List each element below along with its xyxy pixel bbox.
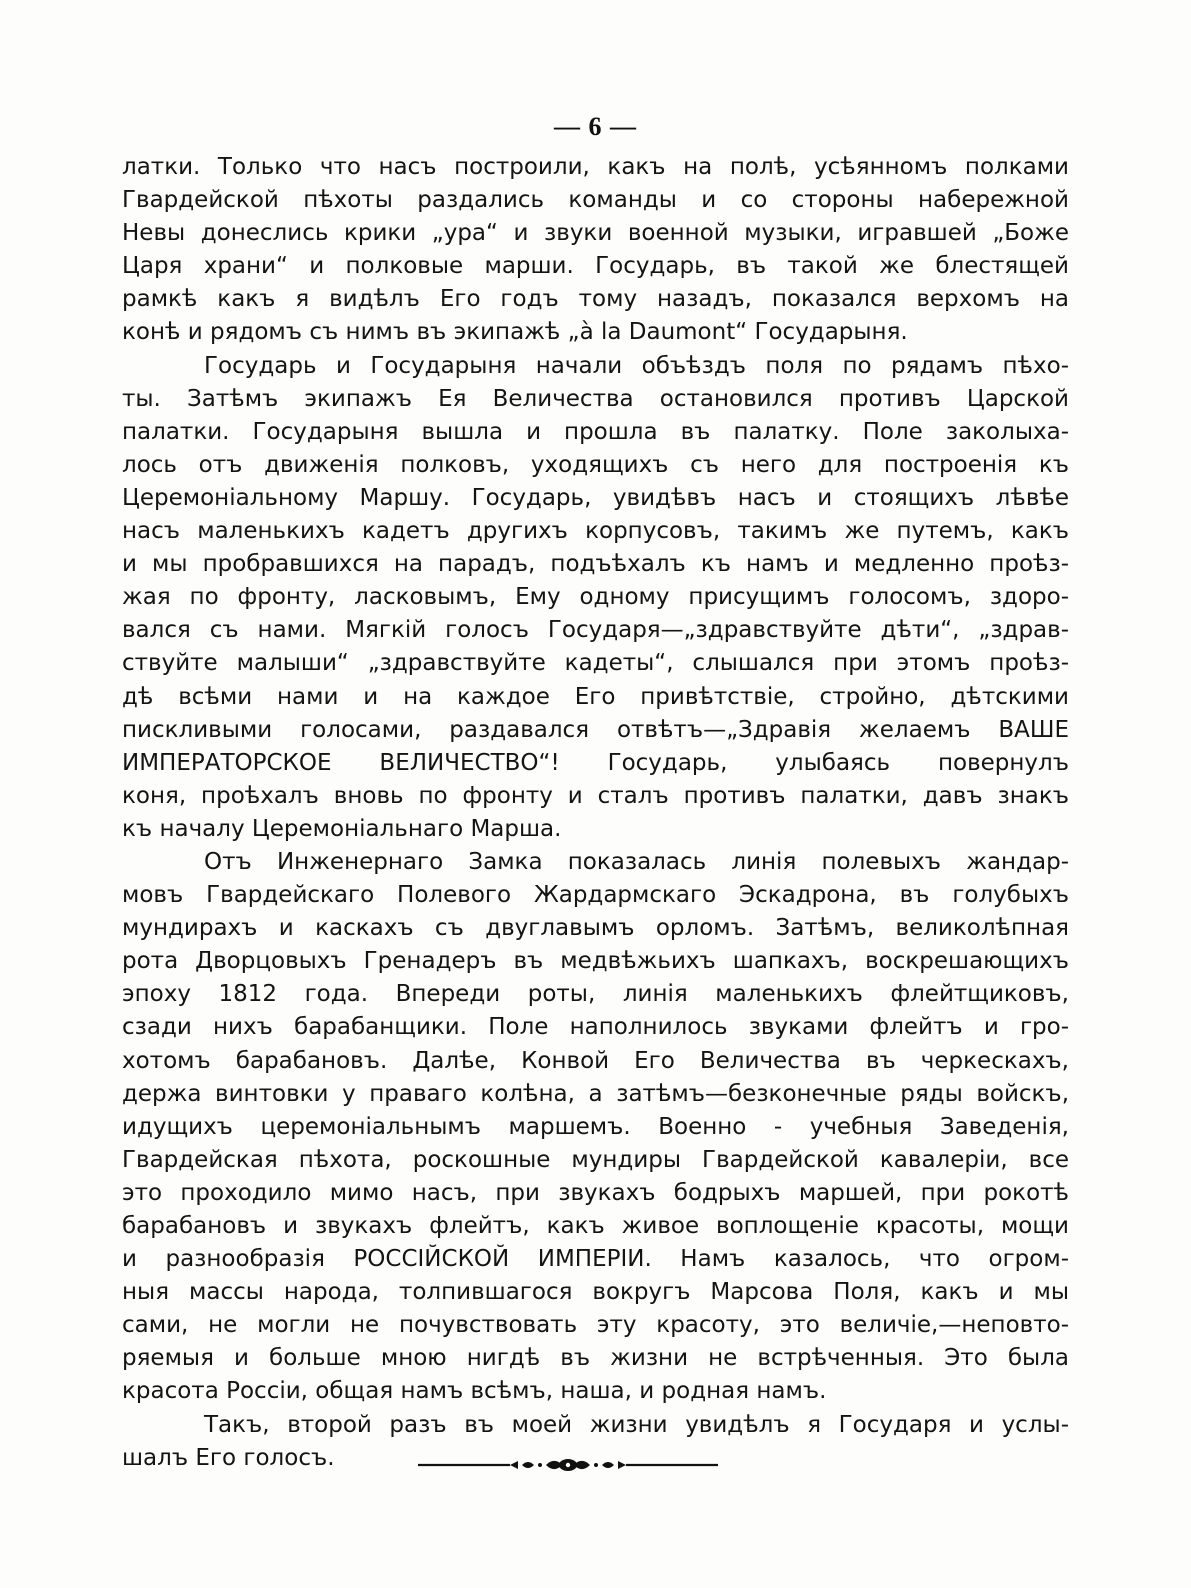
text-line: и мы пробравшихся на парадъ, подъѣхалъ къ намъ и медленно проѣз- [122,551,1069,578]
text-line: эпоху 1812 года. Впереди роты, линія маленькихъ флейтщиковъ, [122,981,1069,1008]
text-line: Царя храни“ и полковые марши. Государь, въ такой же блестящей [122,253,1069,280]
text-line: Невы донеслись крики „ура“ и звуки военной музыки, игравшей „Боже [122,220,1069,247]
text-line: барабановъ и звукахъ флейтъ, какъ живое воплощеніе красоты, мощи [122,1213,1069,1239]
text-line: мундирахъ и каскахъ съ двуглавымъ орломъ. Затѣмъ, великолѣпная [122,915,1069,942]
text-line: сзади нихъ барабанщики. Поле наполнилось звуками флейтъ и гро- [122,1014,1069,1041]
text-line: красота Россіи, общая намъ всѣмъ, наша, и родная намъ. [122,1378,827,1405]
text-line: рамкѣ какъ я видѣлъ Его годъ тому назадъ, показался верхомъ на [122,286,1069,313]
text-line: ты. Затѣмъ экипажъ Ея Величества остановился противъ Царской [122,385,1069,412]
body-text [122,151,1069,1475]
text-line: мовъ Гвардейскаго Полевого Жардармскаго Эскадрона, въ голубыхъ [122,882,1069,909]
text-line: Такъ, второй разъ въ моей жизни увидѣлъ я Государя и услы- [204,1411,1069,1438]
text-line: и разнообразія РОССІЙСКОЙ ИМПЕРІИ. Намъ казалось, что огром- [122,1246,1069,1273]
text-line: вался съ нами. Мягкій голосъ Государя—„здравствуйте дѣти“, „здрав- [122,617,1069,644]
text-line: идущихъ церемоніальнымъ маршемъ. Военно - учебныя Заведенія, [122,1113,1069,1140]
page-number: — 6 — [554,112,637,141]
text-line: Церемоніальному Маршу. Государь, увидѣвъ насъ и стоящихъ лѣвѣе [122,484,1069,511]
text-line: хотомъ барабановъ. Далѣе, Конвой Его Величества въ черкескахъ, [122,1047,1069,1074]
text-line: коня, проѣхалъ вновь по фронту и сталъ противъ палатки, давъ знакъ [122,782,1069,809]
paragraph-2 [122,350,1069,846]
text-line: жая по фронту, ласковымъ, Ему одному присущимъ голосомъ, здоро- [122,584,1069,611]
text-line: держа винтовки у праваго колѣна, а затѣмъ—безконечные ряды войскъ, [122,1080,1069,1107]
text-line: къ началу Церемоніальнаго Марша. [122,815,562,842]
text-line: насъ маленькихъ кадетъ другихъ корпусовъ, такимъ же путемъ, какъ [122,518,1069,545]
text-line: латки. Только что насъ построили, какъ на полѣ, усѣянномъ полками [122,154,1069,180]
text-line: конѣ и рядомъ съ нимъ въ экипажѣ „à la Daumont“ Государыня. [122,319,908,346]
text-line: Гвардейской пѣхоты раздались команды и со стороны набережной [122,187,1069,214]
text-line: пискливыми голосами, раздавался отвѣтъ—„Здравія желаемъ ВАШЕ [122,716,1069,743]
paragraph-1 [122,151,1069,350]
ornament-divider [418,1455,718,1475]
text-line: сами, не могли не почувствовать эту красоту, это величіе,—неповто- [122,1312,1069,1339]
paragraph-3 [122,846,1069,1409]
text-line: рота Дворцовыхъ Гренадеръ въ медвѣжьихъ шапкахъ, воскрешающихъ [122,948,1069,975]
text-line: ряемыя и больше мною нигдѣ въ жизни не встрѣченныя. Это была [122,1345,1069,1372]
text-line: ИМПЕРАТОРСКОЕ ВЕЛИЧЕСТВО“! Государь, улыбаясь повернулъ [122,749,1069,776]
text-line: дѣ всѣми нами и на каждое Его привѣтствіе, стройно, дѣтскими [122,683,1069,710]
text-line: Государь и Государыня начали объѣздъ поля по рядамъ пѣхо- [204,352,1069,379]
text-line: это проходило мимо насъ, при звукахъ бодрыхъ маршей, при рокотѣ [122,1179,1069,1206]
text-line: палатки. Государыня вышла и прошла въ палатку. Поле заколыха- [122,418,1069,445]
text-line: ствуйте малыши“ „здравствуйте кадеты“, слышался при этомъ проѣз- [122,650,1069,677]
text-line: Отъ Инженернаго Замка показалась линія полевыхъ жандар- [204,848,1069,875]
text-line: Гвардейская пѣхота, роскошные мундиры Гвардейской кавалеріи, все [122,1146,1069,1173]
text-line: шалъ Его голосъ. [122,1444,335,1471]
text-line: ныя массы народа, толпившагося вокругъ Марсова Поля, какъ и мы [122,1279,1069,1306]
text-line: лось отъ движенія полковъ, уходящихъ съ него для построенія къ [122,451,1069,478]
